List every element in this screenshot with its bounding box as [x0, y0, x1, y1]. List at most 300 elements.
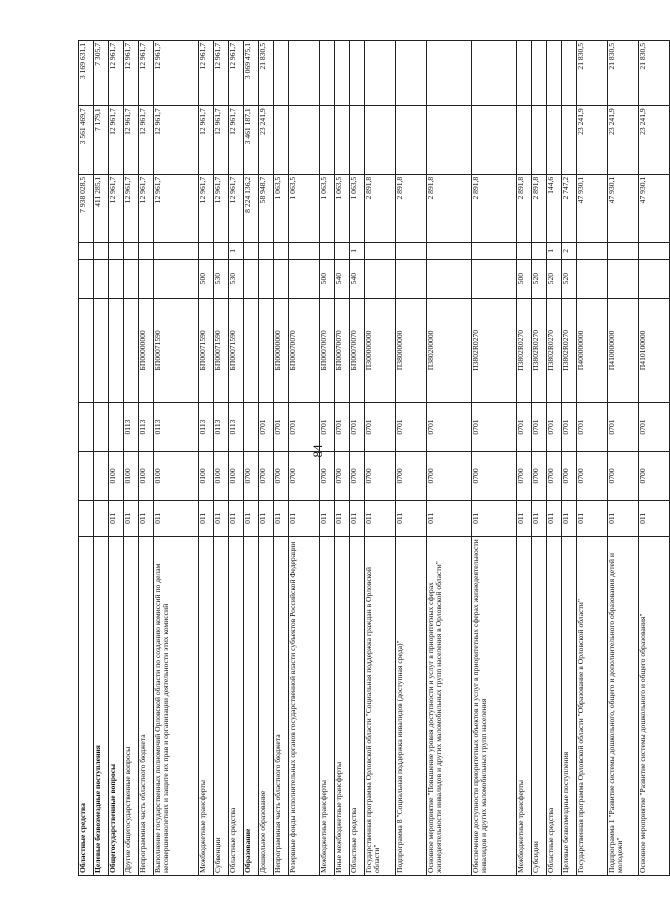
- table-row: [577, 41, 608, 876]
- cell-vr: [94, 259, 109, 298]
- cell-dop: [320, 243, 335, 259]
- cell-s3: [517, 41, 532, 106]
- cell-s3: [350, 41, 365, 106]
- cell-s3: 3 069 475,1: [244, 41, 259, 106]
- cell-rz: 0100: [124, 451, 139, 500]
- cell-name: Областные средства: [229, 536, 244, 875]
- cell-pr: 0701: [259, 403, 274, 452]
- cell-s1: 47 930,1: [608, 174, 639, 242]
- table-row: [320, 41, 335, 876]
- cell-s1: 2 891,8: [365, 174, 396, 242]
- cell-s1: 1 063,5: [274, 174, 289, 242]
- table-row: [154, 41, 199, 876]
- cell-csr: БП00000000: [139, 298, 154, 402]
- cell-name: Основное мероприятие "Развитие системы дошкольного и общего образования": [639, 536, 670, 875]
- cell-vr: [124, 259, 139, 298]
- cell-vr: [259, 259, 274, 298]
- cell-ved: 011: [320, 500, 335, 536]
- cell-vr: [577, 259, 608, 298]
- cell-s1: 12 961,7: [124, 174, 139, 242]
- cell-s2: [472, 106, 517, 174]
- cell-s2: 12 961,7: [229, 106, 244, 174]
- cell-pr: 0701: [472, 403, 517, 452]
- cell-dop: [427, 243, 472, 259]
- cell-csr: П410100000: [639, 298, 670, 402]
- cell-ved: 011: [124, 500, 139, 536]
- cell-csr: [109, 298, 124, 402]
- budget-table-rotated: [78, 40, 647, 876]
- cell-vr: [365, 259, 396, 298]
- cell-vr: 500: [320, 259, 335, 298]
- cell-dop: [139, 243, 154, 259]
- cell-csr: П3802R0270: [532, 298, 547, 402]
- cell-csr: БП00070070: [335, 298, 350, 402]
- cell-dop: [199, 243, 214, 259]
- cell-s3: 12 961,7: [214, 41, 229, 106]
- cell-pr: [109, 403, 124, 452]
- cell-vr: [154, 259, 199, 298]
- table-row: [472, 41, 517, 876]
- cell-name: Целевые безвозмездные поступления: [94, 536, 109, 875]
- cell-rz: 0100: [229, 451, 244, 500]
- cell-s2: 12 961,7: [154, 106, 199, 174]
- cell-csr: [259, 298, 274, 402]
- cell-dop: 2: [562, 243, 577, 259]
- cell-s2: [517, 106, 532, 174]
- table-row: [547, 41, 562, 876]
- cell-s1: 12 961,7: [214, 174, 229, 242]
- cell-s3: [335, 41, 350, 106]
- table-row: [109, 41, 124, 876]
- cell-pr: 0701: [577, 403, 608, 452]
- cell-name: Государственная программа Орловской области "Социальная поддержка граждан в Орловской области": [365, 536, 396, 875]
- cell-s1: 1 063,5: [289, 174, 320, 242]
- cell-name: Выполнение государственных полномочий Орловской области по созданию комиссий по делам несовершеннолетних и защите их прав и организации деятельности этих комиссий: [154, 536, 199, 875]
- cell-csr: БП00071590: [229, 298, 244, 402]
- cell-name: Государственная программа Орловской области "Образование в Орловской области": [577, 536, 608, 875]
- cell-rz: 0700: [517, 451, 532, 500]
- cell-name: Субсидии: [532, 536, 547, 875]
- cell-s2: 23 241,9: [608, 106, 639, 174]
- cell-dop: [608, 243, 639, 259]
- cell-s2: 23 241,9: [639, 106, 670, 174]
- cell-vr: 520: [532, 259, 547, 298]
- cell-s3: [289, 41, 320, 106]
- cell-rz: 0100: [214, 451, 229, 500]
- cell-rz: 0700: [335, 451, 350, 500]
- table-row: [562, 41, 577, 876]
- cell-rz: 0700: [608, 451, 639, 500]
- table-row: [517, 41, 532, 876]
- cell-vr: 520: [547, 259, 562, 298]
- cell-pr: 0701: [289, 403, 320, 452]
- cell-dop: [532, 243, 547, 259]
- cell-name: Подпрограмма 8 "Социальная поддержка инвалидов (доступная среда)": [396, 536, 427, 875]
- cell-name: Обеспечение доступности приоритетных объектов и услуг в приоритетных сферах жизнедеятельности инвалидов и других маломобильных групп населения: [472, 536, 517, 875]
- cell-s1: 12 961,7: [229, 174, 244, 242]
- cell-s3: 12 961,7: [124, 41, 139, 106]
- cell-ved: 011: [517, 500, 532, 536]
- table-row: [365, 41, 396, 876]
- cell-s3: [532, 41, 547, 106]
- cell-s1: 2 891,8: [472, 174, 517, 242]
- cell-s2: 12 961,7: [214, 106, 229, 174]
- cell-rz: 0700: [259, 451, 274, 500]
- cell-pr: 0113: [229, 403, 244, 452]
- cell-vr: [139, 259, 154, 298]
- cell-pr: 0701: [274, 403, 289, 452]
- cell-csr: П3802R0270: [472, 298, 517, 402]
- cell-csr: БП00070070: [350, 298, 365, 402]
- cell-s1: 12 961,7: [199, 174, 214, 242]
- cell-pr: 0701: [350, 403, 365, 452]
- cell-ved: 011: [335, 500, 350, 536]
- cell-ved: 011: [472, 500, 517, 536]
- cell-rz: 0100: [154, 451, 199, 500]
- cell-vr: [396, 259, 427, 298]
- cell-s1: 411 285,1: [94, 174, 109, 242]
- table-row: [199, 41, 214, 876]
- cell-s2: 12 961,7: [124, 106, 139, 174]
- cell-s2: 12 961,7: [139, 106, 154, 174]
- cell-dop: [517, 243, 532, 259]
- cell-s1: 8 224 136,2: [244, 174, 259, 242]
- cell-name: Целевые безвозмездные поступления: [562, 536, 577, 875]
- cell-dop: [335, 243, 350, 259]
- cell-pr: 0113: [139, 403, 154, 452]
- cell-s2: [396, 106, 427, 174]
- cell-vr: [109, 259, 124, 298]
- cell-ved: 011: [109, 500, 124, 536]
- cell-ved: [79, 500, 94, 536]
- cell-vr: [608, 259, 639, 298]
- cell-rz: 0700: [244, 451, 259, 500]
- cell-dop: [109, 243, 124, 259]
- cell-name: Областные средства: [547, 536, 562, 875]
- cell-s1: 2 891,8: [396, 174, 427, 242]
- cell-s3: 12 961,7: [139, 41, 154, 106]
- cell-name: Межбюджетные трансферты: [320, 536, 335, 875]
- cell-s2: 3 561 469,7: [79, 106, 94, 174]
- cell-pr: 0701: [427, 403, 472, 452]
- cell-name: Межбюджетные трансферты: [199, 536, 214, 875]
- cell-s2: 23 241,9: [259, 106, 274, 174]
- table-row: [427, 41, 472, 876]
- cell-dop: [289, 243, 320, 259]
- cell-csr: П380200000: [427, 298, 472, 402]
- cell-s2: [365, 106, 396, 174]
- cell-ved: 011: [199, 500, 214, 536]
- cell-s3: 12 961,7: [229, 41, 244, 106]
- cell-s1: 12 961,7: [154, 174, 199, 242]
- cell-s2: [335, 106, 350, 174]
- cell-name: Непрограммная часть областного бюджета: [139, 536, 154, 875]
- cell-csr: БП00070070: [320, 298, 335, 402]
- cell-csr: БП00071590: [199, 298, 214, 402]
- cell-csr: П300000000: [365, 298, 396, 402]
- cell-s3: [274, 41, 289, 106]
- cell-rz: 0700: [320, 451, 335, 500]
- cell-vr: [289, 259, 320, 298]
- cell-csr: П380000000: [396, 298, 427, 402]
- table-row: [274, 41, 289, 876]
- table-row: [639, 41, 670, 876]
- cell-s2: 3 461 187,1: [244, 106, 259, 174]
- cell-s1: 1 063,5: [350, 174, 365, 242]
- cell-name: Дошкольное образование: [259, 536, 274, 875]
- cell-name: Межбюджетные трансферты: [517, 536, 532, 875]
- cell-name: Основное мероприятие "Повышение уровня доступности и услуг в приоритетных сферах жизнедеятельности инвалидов и других маломобильных групп населения в Орловской области": [427, 536, 472, 875]
- cell-dop: [274, 243, 289, 259]
- cell-s2: 12 961,7: [199, 106, 214, 174]
- cell-csr: БП00071590: [154, 298, 199, 402]
- cell-s1: 7 938 028,5: [79, 174, 94, 242]
- cell-rz: 0700: [396, 451, 427, 500]
- cell-name: Общегосударственные вопросы: [109, 536, 124, 875]
- cell-s2: 23 241,9: [577, 106, 608, 174]
- cell-name: Другие общегосударственные вопросы: [124, 536, 139, 875]
- cell-pr: 0113: [124, 403, 139, 452]
- cell-s3: 12 961,7: [109, 41, 124, 106]
- cell-pr: 0701: [320, 403, 335, 452]
- table-row: [608, 41, 639, 876]
- table-row: [396, 41, 427, 876]
- cell-s1: 1 063,5: [335, 174, 350, 242]
- cell-pr: 0701: [547, 403, 562, 452]
- table-row: [214, 41, 229, 876]
- cell-s1: 58 948,7: [259, 174, 274, 242]
- cell-pr: 0701: [396, 403, 427, 452]
- cell-ved: 011: [608, 500, 639, 536]
- cell-dop: [472, 243, 517, 259]
- cell-s3: [427, 41, 472, 106]
- cell-dop: [639, 243, 670, 259]
- cell-ved: 011: [639, 500, 670, 536]
- cell-pr: 0701: [639, 403, 670, 452]
- cell-s2: [547, 106, 562, 174]
- cell-s3: 12 961,7: [199, 41, 214, 106]
- cell-ved: 011: [396, 500, 427, 536]
- cell-vr: 520: [562, 259, 577, 298]
- cell-s1: 12 961,7: [109, 174, 124, 242]
- cell-name: Областные средства: [79, 536, 94, 875]
- cell-ved: 011: [274, 500, 289, 536]
- cell-vr: [427, 259, 472, 298]
- cell-ved: 011: [577, 500, 608, 536]
- cell-csr: БП00000000: [274, 298, 289, 402]
- cell-dop: 1: [350, 243, 365, 259]
- cell-pr: [94, 403, 109, 452]
- cell-vr: 500: [199, 259, 214, 298]
- cell-s2: [320, 106, 335, 174]
- table-row: [350, 41, 365, 876]
- cell-dop: [154, 243, 199, 259]
- table-row: [94, 41, 109, 876]
- cell-name: Субвенции: [214, 536, 229, 875]
- cell-ved: 011: [259, 500, 274, 536]
- cell-rz: 0100: [139, 451, 154, 500]
- cell-s3: [396, 41, 427, 106]
- cell-ved: 011: [139, 500, 154, 536]
- cell-s1: 47 930,1: [639, 174, 670, 242]
- cell-rz: 0700: [639, 451, 670, 500]
- cell-s3: [365, 41, 396, 106]
- budget-table-body: [79, 41, 670, 876]
- cell-rz: 0100: [109, 451, 124, 500]
- cell-rz: 0700: [547, 451, 562, 500]
- cell-vr: 540: [350, 259, 365, 298]
- cell-s3: 7 305,7: [94, 41, 109, 106]
- cell-ved: 011: [532, 500, 547, 536]
- cell-pr: 0701: [532, 403, 547, 452]
- cell-s1: 47 930,1: [577, 174, 608, 242]
- cell-s1: 1 063,5: [320, 174, 335, 242]
- cell-pr: 0701: [365, 403, 396, 452]
- cell-s3: [472, 41, 517, 106]
- table-row: [335, 41, 350, 876]
- cell-rz: 0700: [350, 451, 365, 500]
- cell-pr: 0701: [608, 403, 639, 452]
- cell-pr: 0113: [199, 403, 214, 452]
- cell-rz: [79, 451, 94, 500]
- table-row: [244, 41, 259, 876]
- cell-csr: [124, 298, 139, 402]
- cell-ved: 011: [244, 500, 259, 536]
- cell-pr: [244, 403, 259, 452]
- cell-vr: [274, 259, 289, 298]
- table-row: [259, 41, 274, 876]
- cell-s3: 12 961,7: [154, 41, 199, 106]
- cell-csr: БП00071590: [214, 298, 229, 402]
- table-row: [289, 41, 320, 876]
- cell-s2: [532, 106, 547, 174]
- table-row: [124, 41, 139, 876]
- cell-dop: [365, 243, 396, 259]
- cell-dop: [124, 243, 139, 259]
- cell-rz: 0700: [472, 451, 517, 500]
- cell-s2: [350, 106, 365, 174]
- cell-dop: 1: [229, 243, 244, 259]
- cell-vr: 500: [517, 259, 532, 298]
- cell-ved: 011: [289, 500, 320, 536]
- cell-csr: П3802R0270: [517, 298, 532, 402]
- cell-s1: 2 891,8: [427, 174, 472, 242]
- cell-vr: 540: [335, 259, 350, 298]
- cell-s1: 2 891,8: [517, 174, 532, 242]
- cell-rz: [94, 451, 109, 500]
- cell-rz: 0700: [365, 451, 396, 500]
- cell-rz: 0700: [532, 451, 547, 500]
- table-row: [229, 41, 244, 876]
- cell-name: Иные межбюджетные трансферты: [335, 536, 350, 875]
- budget-table: [78, 40, 670, 876]
- cell-pr: [79, 403, 94, 452]
- cell-vr: 530: [229, 259, 244, 298]
- cell-name: Подпрограмма 1 "Развитие системы дошкольного, общего и дополнительного образования детей и молодежи": [608, 536, 639, 875]
- cell-ved: 011: [229, 500, 244, 536]
- cell-dop: [94, 243, 109, 259]
- cell-ved: 011: [427, 500, 472, 536]
- cell-dop: [244, 243, 259, 259]
- cell-csr: П3802R0270: [547, 298, 562, 402]
- cell-csr: [79, 298, 94, 402]
- cell-vr: [79, 259, 94, 298]
- cell-s1: 2 891,8: [532, 174, 547, 242]
- page-number: 84: [310, 444, 325, 458]
- cell-vr: 530: [214, 259, 229, 298]
- table-row: [139, 41, 154, 876]
- cell-rz: 0700: [562, 451, 577, 500]
- cell-ved: 011: [562, 500, 577, 536]
- cell-ved: 011: [350, 500, 365, 536]
- cell-pr: 0701: [335, 403, 350, 452]
- cell-s3: [320, 41, 335, 106]
- cell-rz: 0100: [199, 451, 214, 500]
- cell-csr: БП00070070: [289, 298, 320, 402]
- cell-dop: [79, 243, 94, 259]
- cell-pr: 0701: [517, 403, 532, 452]
- cell-ved: 011: [154, 500, 199, 536]
- cell-dop: 1: [547, 243, 562, 259]
- cell-dop: [577, 243, 608, 259]
- cell-rz: 0700: [289, 451, 320, 500]
- cell-ved: 011: [365, 500, 396, 536]
- cell-vr: [639, 259, 670, 298]
- cell-csr: П400000000: [577, 298, 608, 402]
- cell-s2: 7 179,1: [94, 106, 109, 174]
- cell-name: Образование: [244, 536, 259, 875]
- cell-s1: 2 747,2: [562, 174, 577, 242]
- cell-csr: П3802R0270: [562, 298, 577, 402]
- cell-csr: [244, 298, 259, 402]
- cell-s3: 21 830,5: [577, 41, 608, 106]
- cell-ved: 011: [214, 500, 229, 536]
- cell-s3: 3 169 631,1: [79, 41, 94, 106]
- cell-s3: [547, 41, 562, 106]
- table-row: [532, 41, 547, 876]
- cell-s3: 21 830,5: [259, 41, 274, 106]
- cell-vr: [472, 259, 517, 298]
- cell-rz: 0700: [274, 451, 289, 500]
- cell-name: Резервные фонды исполнительных органов государственной власти субъектов Российской Федерации: [289, 536, 320, 875]
- cell-s3: [562, 41, 577, 106]
- cell-rz: 0700: [577, 451, 608, 500]
- table-row: [79, 41, 94, 876]
- cell-s2: [289, 106, 320, 174]
- cell-rz: 0700: [427, 451, 472, 500]
- cell-s2: [427, 106, 472, 174]
- cell-pr: 0113: [154, 403, 199, 452]
- cell-vr: [244, 259, 259, 298]
- cell-s2: [562, 106, 577, 174]
- cell-s3: 21 830,5: [639, 41, 670, 106]
- cell-csr: П410000000: [608, 298, 639, 402]
- cell-s1: 12 961,7: [139, 174, 154, 242]
- cell-ved: [94, 500, 109, 536]
- cell-s3: 21 830,5: [608, 41, 639, 106]
- cell-name: Областные средства: [350, 536, 365, 875]
- cell-name: Непрограммная часть областного бюджета: [274, 536, 289, 875]
- cell-pr: 0701: [562, 403, 577, 452]
- cell-s1: 144,6: [547, 174, 562, 242]
- cell-s2: 12 961,7: [109, 106, 124, 174]
- cell-s2: [274, 106, 289, 174]
- cell-ved: 011: [547, 500, 562, 536]
- cell-dop: [259, 243, 274, 259]
- cell-dop: [214, 243, 229, 259]
- cell-csr: [94, 298, 109, 402]
- cell-dop: [396, 243, 427, 259]
